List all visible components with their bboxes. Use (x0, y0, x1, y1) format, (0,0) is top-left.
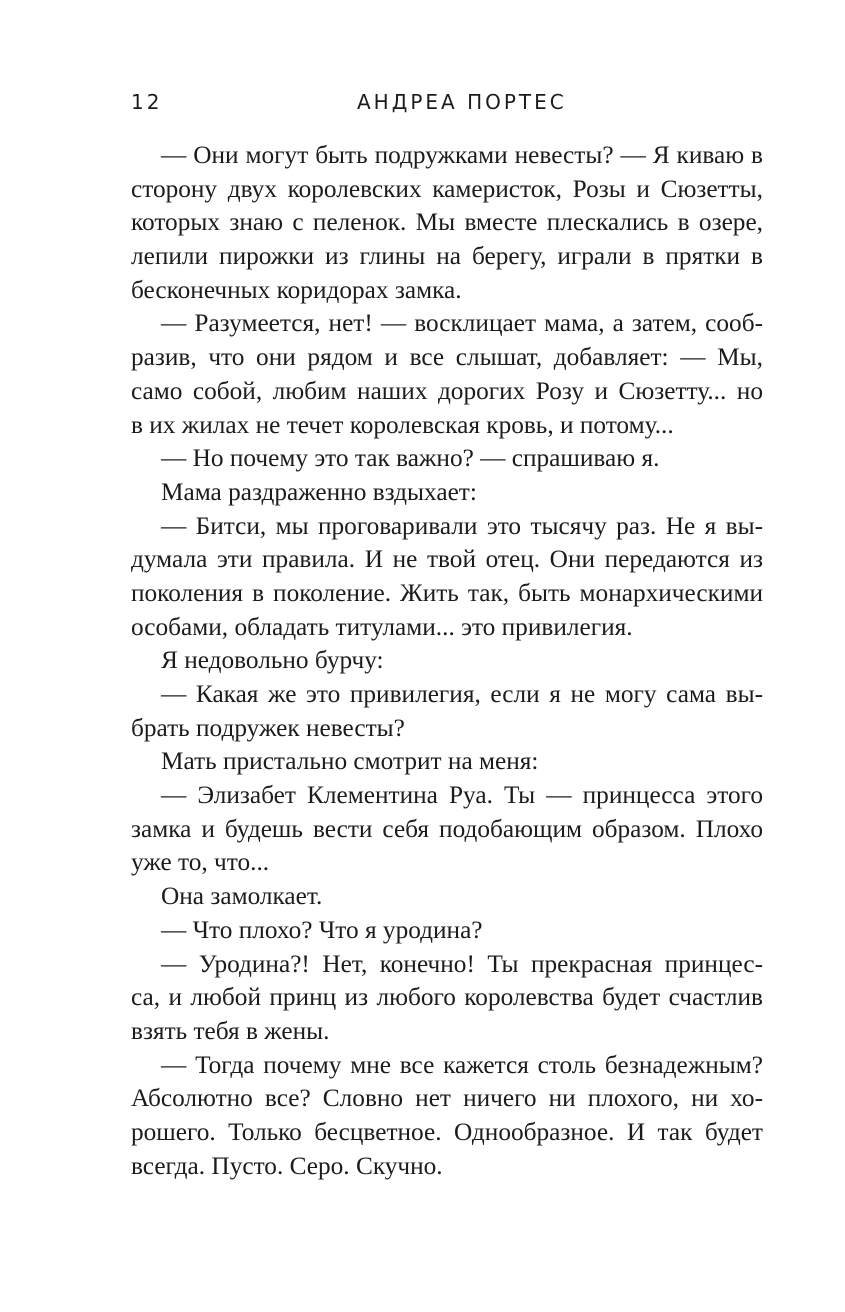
text-line: поколения в поколение. Жить так, быть монархическими (131, 578, 763, 607)
text-line: са, и любой принц из любого королевства будет счастлив (131, 983, 763, 1012)
text-line: Она замолкает. (161, 882, 323, 911)
text-line: — Уродина?! Нет, конечно! Ты прекрасная принцес- (161, 949, 763, 978)
text-line: разив, что они рядом и все слышат, добавляет: — Мы, (131, 343, 763, 372)
running-head (131, 90, 763, 120)
text-line: рошего. Только бесцветное. Однообразное. И так будет (131, 1117, 763, 1146)
text-line: само собой, любим наших дорогих Розу и Сюзетту... но (131, 376, 763, 405)
text-line: брать подружек невесты? (131, 713, 405, 742)
text-line: особами, обладать титулами... это привилегия. (131, 612, 633, 641)
text-line: бесконечных коридорах замка. (131, 275, 462, 304)
text-line: лепили пирожки из глины на берегу, играли в прятки в (131, 242, 763, 271)
text-line: уже то, что... (131, 848, 270, 877)
text-line: — Какая же это привилегия, если я не могу сама вы- (161, 680, 763, 708)
text-line: — Но почему это так важно? — спрашиваю я. (161, 444, 660, 473)
text-line: — Битси, мы проговаривали это тысячу раз. Не я вы- (161, 511, 763, 540)
text-line: в их жилах не течет королевская кровь, и потому... (131, 410, 674, 439)
text-line: — Тогда почему мне все кажется столь безнадежным? (161, 1050, 763, 1079)
text-line: — Элизабет Клементина Руа. Ты — принцесса этого (161, 781, 763, 810)
body-text (131, 139, 763, 1183)
running-title: АНДРЕА ПОРТЕС (357, 90, 567, 114)
text-line: которых знаю с пеленок. Мы вместе плескались в озере, (131, 208, 763, 237)
page-number: 12 (131, 90, 163, 114)
text-line: замка и будешь вести себя подобающим образом. Плохо (131, 814, 763, 843)
text-line: Абсолютно все? Словно нет ничего ни плохого, ни хо- (131, 1084, 763, 1113)
text-line: взять тебя в жены. (131, 1016, 330, 1045)
text-line: Мама раздраженно вздыхает: (161, 477, 477, 506)
text-line: — Они могут быть подружками невесты? — Я киваю в (161, 141, 763, 169)
text-line: сторону двух королевских камеристок, Розы и Сюзетты, (131, 174, 763, 203)
text-line: думала эти правила. И не твой отец. Они передаются из (131, 545, 763, 574)
text-line: — Что плохо? Что я уродина? (161, 915, 483, 944)
text-line: — Разумеется, нет! — восклицает мама, а затем, сооб- (161, 309, 763, 338)
text-line: Я недовольно бурчу: (161, 646, 384, 675)
text-line: Мать пристально смотрит на меня: (161, 747, 539, 776)
text-line: всегда. Пусто. Серо. Скучно. (131, 1151, 443, 1180)
